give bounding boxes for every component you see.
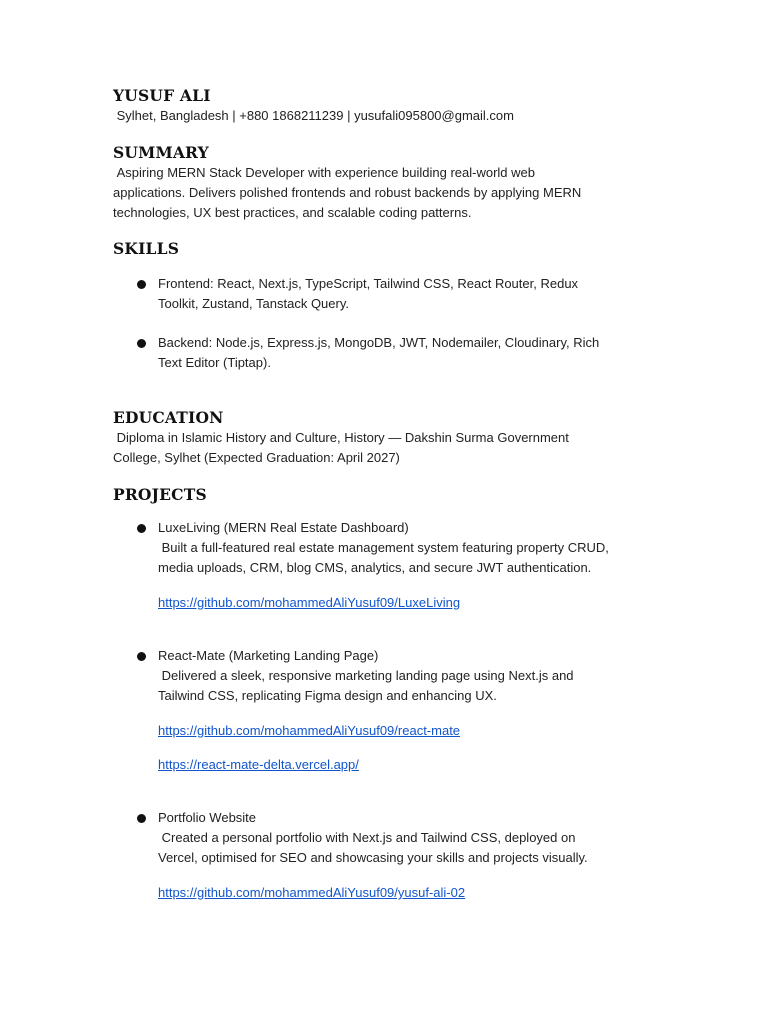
project-text: LuxeLiving (MERN Real Estate Dashboard) Built a full-featured real estate management system featuring property CRUD, media uploads, CRM, blog CMS, analytics, and secure JWT authentication. xyxy=(158,520,609,575)
bullet-icon xyxy=(137,339,146,348)
project-text: React-Mate (Marketing Landing Page) Delivered a sleek, responsive marketing landing page using Next.js and Tailwind CSS, replicating Figma design and enhancing UX. xyxy=(158,648,574,703)
skill-text: Backend: Node.js, Express.js, MongoDB, JWT, Nodemailer, Cloudinary, Rich Text Editor (Tiptap). xyxy=(158,335,600,370)
contact-line: Sylhet, Bangladesh | +880 1868211239 | yusufali095800@gmail.com xyxy=(113,108,514,123)
project-text: Portfolio Website Created a personal portfolio with Next.js and Tailwind CSS, deployed on Vercel, optimised for SEO and showcasing your skills and projects visually. xyxy=(158,810,588,865)
candidate-name: YUSUF ALI xyxy=(113,86,211,105)
skill-text: Frontend: React, Next.js, TypeScript, Tailwind CSS, React Router, Redux Toolkit, Zustand, Tanstack Query. xyxy=(158,276,579,311)
summary-text: Aspiring MERN Stack Developer with experience building real-world web applications. Delivers polished frontends and robust backends by applying MERN technologies, UX best practices, and scalable coding patterns. xyxy=(113,165,582,220)
bullet-icon xyxy=(137,280,146,289)
project-link-react-mate-github[interactable]: https://github.com/mohammedAliYusuf09/react-mate xyxy=(158,723,461,738)
project-link-react-mate-live[interactable]: https://react-mate-delta.vercel.app/ xyxy=(158,757,359,772)
skills-heading: SKILLS xyxy=(113,239,180,258)
education-heading: EDUCATION xyxy=(113,408,224,427)
bullet-icon xyxy=(137,524,146,533)
bullet-icon xyxy=(137,652,146,661)
project-link-portfolio-github[interactable]: https://github.com/mohammedAliYusuf09/yusuf-ali-02 xyxy=(158,885,466,900)
education-text: Diploma in Islamic History and Culture, History — Dakshin Surma Government College, Sylhet (Expected Graduation: April 2027) xyxy=(113,430,569,465)
summary-heading: SUMMARY xyxy=(113,143,209,162)
bullet-icon xyxy=(137,814,146,823)
projects-heading: PROJECTS xyxy=(113,485,207,504)
project-link-luxeliving-github[interactable]: https://github.com/mohammedAliYusuf09/LuxeLiving xyxy=(158,595,461,610)
